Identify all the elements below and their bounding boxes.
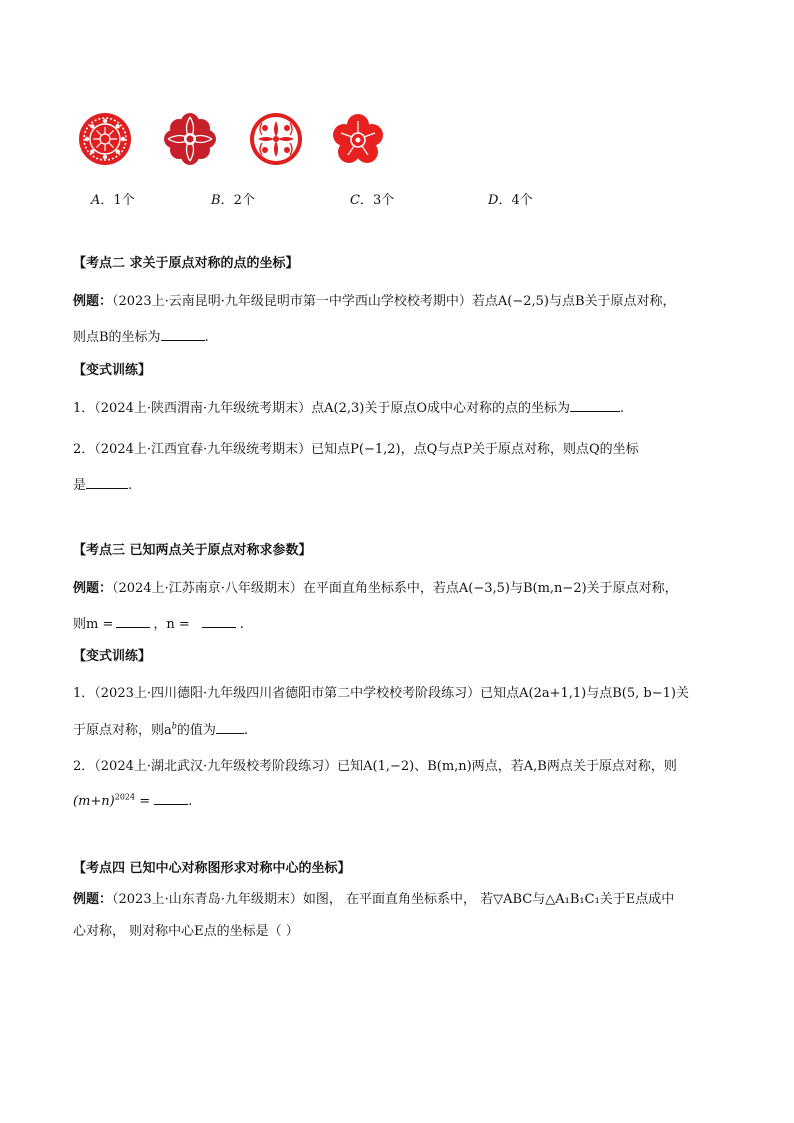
variant-heading-3: 【变式训练】 — [73, 649, 152, 664]
variant-2-1: 1．（2024上·陕西渭南·九年级统考期末）点A(2,3)关于原点O成中心对称的点的坐标为 . — [73, 401, 625, 416]
section-heading-2: 【考点二 求关于原点对称的点的坐标】 — [73, 256, 299, 271]
option-c: C．3个 — [350, 193, 395, 208]
example-2-line1: 例题：（2023上·云南昆明·九年级昆明市第一中学西山学校校考期中）若点A(−2,5)与点B关于原点对称， — [73, 294, 676, 309]
answer-blank — [116, 615, 150, 628]
variant-3-2-line2: $(m+n)^{2024}$ = . — [73, 792, 193, 809]
example-3-line2: 则m = ，n = . — [73, 617, 244, 632]
variant-2-2-line1: 2．（2024上·江西宜春·九年级统考期末）已知点P(−1,2)，点Q与点P关于原点对称，则点Q的坐标 — [73, 442, 639, 457]
variant-2-2-line2: 是 . — [73, 478, 133, 493]
answer-blank — [161, 328, 205, 341]
option-a: A．1个 — [91, 193, 135, 208]
answer-blank — [202, 615, 236, 628]
section-heading-3: 【考点三 已知两点关于原点对称求参数】 — [73, 543, 312, 558]
example-4-line1: 例题：（2023上·山东青岛·九年级期末）如图， 在平面直角坐标系中， 若▽ABC与△A₁B₁C₁关于E点成中 — [73, 892, 675, 907]
answer-blank — [570, 399, 620, 412]
paper-cut-floral-ring-icon — [248, 111, 304, 167]
variant-3-1-line1: 1．（2023上·四川德阳·九年级四川省德阳市第二中学校校考阶段练习）已知点A(2a+1,1)与点B(5, b−1)关 — [73, 686, 689, 701]
example-3-line1: 例题：（2024上·江苏南京·八年级期末）在平面直角坐标系中，若点A(−3,5)与B(m,n−2)关于原点对称， — [73, 581, 678, 596]
paper-cut-lotus-icon — [163, 111, 217, 167]
answer-blank — [154, 792, 188, 805]
variant-3-2-line1: 2．（2024上·湖北武汉·九年级校考阶段练习）已知A(1,−2)、B(m,n)两点，若A,B两点关于原点对称，则 — [73, 759, 677, 774]
paper-cut-medallion-icon — [78, 112, 132, 166]
section-heading-4: 【考点四 已知中心对称图形求对称中心的坐标】 — [73, 861, 351, 876]
option-d: D．4个 — [488, 193, 533, 208]
answer-blank — [86, 476, 128, 489]
answer-blank — [216, 721, 244, 734]
variant-heading-2: 【变式训练】 — [73, 363, 152, 378]
example-2-line2: 则点B的坐标为 . — [73, 330, 209, 345]
variant-3-1-line2: 于原点对称，则$a^b$的值为 . — [73, 721, 249, 738]
paper-cut-flower-icon — [331, 113, 385, 165]
option-b: B．2个 — [211, 193, 255, 208]
example-4-line2: 心对称， 则对称中心E点的坐标是（ ） — [73, 924, 299, 939]
